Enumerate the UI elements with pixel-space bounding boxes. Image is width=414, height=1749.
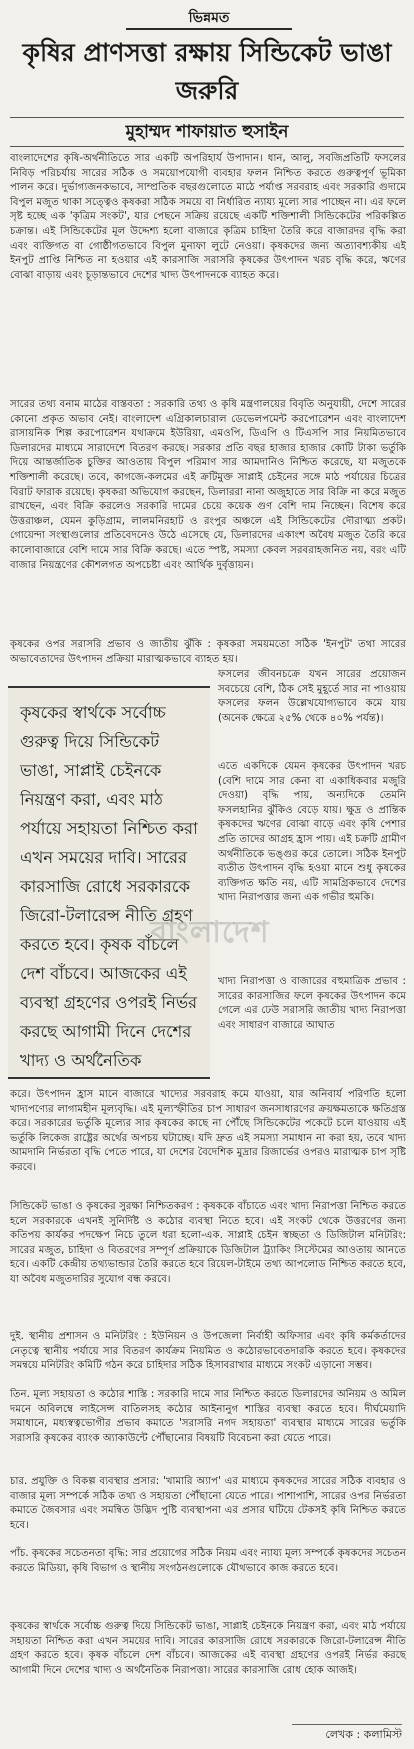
- solution-five: পাঁচ. কৃষকের সচেতনতা বৃদ্ধি: সার প্রয়োগের সঠিক নিয়ম এবং ন্যায্য মূল্য সম্পর্কে কৃষকদের সচেতন করতে মিডিয়া, কৃষি বিভাগ ও স্থানীয় সংগঠনগুলোকে যৌথভাবে কাজ করতে হবে।: [10, 1548, 406, 1574]
- impact-heading-paragraph: কৃষকের ওপর সরাসরি প্রভাব ও জাতীয় ঝুঁকি : কৃষকরা সময়মতো সঠিক 'ইনপুট' তথা সারের অভাবেতাদের উৎপাদন প্রক্রিয়া মারাত্মকভাবে ব্যাহত হয়।: [10, 639, 406, 665]
- right-column-yield: ফসলের জীবনচক্রে যখন সারের প্রয়োজন সবচেয়ে বেশি, ঠিক সেই মুহূর্তে সার না পাওয়ায় ফসলের ফলন উল্লেখযোগ্যভাবে কমে যায় (অনেক ক্ষেত্রে ২৫% থেকে ৪০% পর্যন্ত)।: [218, 669, 406, 724]
- solution-four: চার. প্রযুক্তি ও বিকল্প ব্যবস্থার প্রসার: 'খামারি অ্যাপ' এর মাধ্যমে কৃষকদের সারের সঠিক ব্যবহার ও বাজার মূল্য সম্পর্কে সঠিক তথ্য ও সহায়তা পৌঁছানো যেতে পারে। পাশাপাশি, সারের ওপর নির্ভরতা কমাতে জৈবসার এবং সমন্বিত উদ্ভিদ পুষ্টি ব্যবস্থাপনা এর প্রসার ঘটিয়ে টেকসই কৃষি নিশ্চিত করতে হবে।: [10, 1476, 406, 1531]
- writer-credit: লেখক : কলামিস্ট: [292, 1724, 402, 1743]
- conclusion-paragraph: কৃষকের স্বার্থকে সর্বোচ্চ গুরুত্ব দিয়ে সিন্ডিকেট ভাঙা, সাপ্লাই চেইনকে নিয়ন্ত্রণ করা, এবং মাঠ পর্যায়ে সহায়তা নিশ্চিত করা এখন সময়ের দাবি। সারের কারসাজি রোধে সরকারকে জিরো-টলারেন্স নীতি গ্রহণ করতে হবে। কৃষক বাঁচলে দেশ বাঁচবে। আজকের এই ব্যবস্থা গ্রহণের ওপরই নির্ভর করছে আগামী দিনে দেশের খাদ্য ও অর্থনৈতিক নিরাপত্তা। সারের কারসাজি রোধ হোক আজই।: [10, 1621, 406, 1676]
- intro-paragraph: বাংলাদেশের কৃষি-অর্থনীতিতে সার একটি অপরিহার্য উপাদান। ধান, আলু, সবজিপ্রতিটি ফসলের নিবিড় পরিচর্যায় সারের সঠিক ও সময়োপযোগী ব্যবহার ফলন নিশ্চিত করতে গুরুত্বপূর্ণ ভূমিকা পালন করে। দুর্ভাগ্যজনকভাবে, সাম্প্রতিক বছরগুলোতে মাঠে পর্যাপ্ত সরবরাহ এবং সরকারি গুদামে বিপুল মজুত থাকা সত্ত্বেও কৃষকরা সঠিক সময়ে বা নির্ধারিত ন্যায্য মূল্যে সার পাচ্ছেন না। এর ফলে সৃষ্ট হচ্ছে এক 'কৃত্রিম সংকট', যার পেছনে সক্রিয় রয়েছে একটি শক্তিশালী সিন্ডিকেটের পরিকল্পিত চক্রান্ত। এই সিন্ডিকেটের মূল উদ্দেশ্য হলো বাজারে কৃত্রিম চাহিদা তৈরি করে বাজারদর বৃদ্ধি করা এবং ব্যক্তিগত বা গোষ্ঠীগতভাবে বিপুল মুনাফা লুটে নেওয়া। কৃষকদের জন্য অত্যাবশ্যকীয় এই ইনপুট প্রাপ্তি নিশ্চিত না হওয়ার এই কারসাজি সরাসরি কৃষকের উৎপাদন খরচ বৃদ্ধি করে, ঋণের বোঝা বাড়ায় এবং চূড়ান্তভাবে দেশের খাদ্য উৎপাদনকে ব্যাহত করে।: [10, 153, 406, 281]
- solutions-paragraph: সিন্ডিকেট ভাঙা ও কৃষকের সুরক্ষা নিশ্চিতকরণ : কৃষককে বাঁচাতে এবং খাদ্য নিরাপত্তা নিশ্চিত করতে হলে সরকারকে এখনই সুনির্দিষ্ট ও কঠোর ব্যবস্থা নিতে হবে। এই সংকট থেকে উত্তরণের জন্য কতিপয় কার্যকর পদক্ষেপ নিচে তুলে ধরা হলো-এক. সাপ্লাই চেইন স্বচ্ছতা ও ডিজিটাল মনিটরিং: সারের মজুত, চাহিদা ও বিতরণের সম্পূর্ণ প্রক্রিয়াকে ডিজিটাল ট্র্যাকিং সিস্টেমের আওতায় আনতে হবে। একটি কেন্দ্রীয় তথ্যভান্ডার তৈরি করতে হবে রিয়েল-টাইমে তথ্য আপলোড নিশ্চিত করতে হবে, যা অবৈধ মজুতদারির সুযোগ বন্ধ করবে।: [10, 1201, 406, 1285]
- right-column-cost: এতে একদিকে যেমন কৃষকের উৎপাদন খরচ (বেশি দামে সার কেনা বা একাধিকবার মজুরি দেওয়া) বৃদ্ধি পায়, অন্যদিকে তেমনি ফসলহানির ঝুঁকিও বেড়ে যায়। ক্ষুদ্র ও প্রান্তিক কৃষকদের ঋণের বোঝা বাড়ে এবং কৃষি পেশার প্রতি তাদের আগ্রহ হ্রাস পায়। এই চক্রটি গ্রামীণ অর্থনীতিকে ভঙ্গুর করে তোলে। সঠিক ইনপুট ব্যতীত উৎপাদন বৃদ্ধি হওয়া মানে শুধু কৃষকের ব্যক্তিগত ক্ষতি নয়, এটি সামগ্রিকভাবে দেশের খাদ্য নিরাপত্তার জন্য এক গভীর হুমকি।: [218, 761, 406, 904]
- author-byline: মুহাম্মদ শাফায়াত হুসাইন: [10, 117, 404, 147]
- reality-paragraph: সারের তথ্য বনাম মাঠের বাস্তবতা : সরকারি তথ্য ও কৃষি মন্ত্রণালয়ের বিবৃতি অনুযায়ী, দেশে সারের কোনো প্রকৃত অভাব নেই। বাংলাদেশ এগ্রিকালচারাল ডেভেলপমেন্ট করপোরেশন এবং বাংলাদেশ রাসায়নিক শিল্প করপোরেশন যথাক্রমে ইউরিয়া, এমওপি, ডিএপি ও টিএসপি সার নিয়মিতভাবে ডিলারদের মাধ্যমে সারাদেশে বিতরণ করছে। সরকার প্রতি বছর হাজার হাজার কোটি টাকা ভর্তুকি দিয়ে আন্তর্জাতিক চুক্তির আওতায় বিপুল পরিমাণ সার আমদানিও নিশ্চিত করেছে, যা মজুতকে শক্তিশালী করেছে। তবে, কাগজে-কলমের এই ক্রটিমুক্ত সাপ্লাই চেইনের সঙ্গে মাঠ পর্যায়ের চিত্রের বিরাট ফারাক রয়েছে। কৃষকরা অভিযোগ করছেন, ডিলাররা নানা অজুহাতে সার বিক্রি না করে মজুত রাখছেন, এবং বিক্রি করলেও সরকারি দামের চেয়ে কয়েক গুণ বেশি দাম নিচ্ছেন। বিশেষ করে উত্তরাঞ্চল, যেমন কুড়িগ্রাম, লালমনিরহাট ও রংপুর অঞ্চলে এই সিন্ডিকেটের দৌরাত্ম্য প্রকট। গোয়েন্দা সংস্থাগুলোর প্রতিবেদনেও উঠে এসেছে যে, ডিলারদের একাংশ অবৈধ মজুত তৈরি করে কালোবাজারে বেশি দামে সার বিক্রি করছে। এতে স্পষ্ট, সমস্যা কেবল সরবরাহজনিত নয়, বরং এটি বাজার নিয়ন্ত্রণের কৌশলগত অপচেষ্টা এবং আর্থিক দুর্বৃত্তায়ন।: [10, 399, 406, 571]
- pull-quote: কৃষকের স্বার্থকে সর্বোচ্চ গুরুত্ব দিয়ে সিন্ডিকেট ভাঙা, সাপ্লাই চেইনকে নিয়ন্ত্রণ করা, এবং মাঠ পর্যায়ে সহায়তা নিশ্চিত করা এখন সময়ের দাবি। সারের কারসাজি রোধে সরকারকে জিরো-টলারেন্স নীতি গ্রহণ করতে হবে। কৃষক বাঁচলে দেশ বাঁচবে। আজকের এই ব্যবস্থা গ্রহণের ওপরই নির্ভর করছে আগামী দিনে দেশের খাদ্য ও অর্থনৈতিক: [8, 686, 210, 1079]
- section-tag: ভিন্নমত: [126, 8, 292, 30]
- solution-two: দুই. স্থানীয় প্রশাসন ও মনিটরিং : ইউনিয়ন ও উপজেলা নির্বাহী অফিসার এবং কৃষি কর্মকর্তাদের নেতৃত্বে স্থানীয় পর্যায়ে সার বিতরণ কার্যক্রম নিয়মিত ও কঠোরভাবেতদারকি করতে হবে। কৃষকদের সমন্বয়ে মনিটরিং কমিটি গঠন করে চাহিদার সঠিক হিসাবরাখার মাধ্যমে সংকট এড়ানো সম্ভব।: [10, 1331, 406, 1372]
- solution-three: তিন. মূল্য সহায়তা ও কঠোর শাস্তি : সরকারি দামে সার নিশ্চিত করতে ডিলারদের অনিয়ম ও অমিল দমনে অবিলম্বে লাইসেন্স বাতিলসহ কঠোর আইনানুগ শাস্তির ব্যবস্থা করতে হবে। দীর্ঘমেয়াদি সমাধানে, মধ্যস্বত্বভোগীর প্রভাব কমাতে 'সরাসরি নগদ সহায়তা' ব্যবস্থার মাধ্যমে সারের ভর্তুকি সরাসরি কৃষকের ব্যাংক অ্যাকাউন্টে পৌঁছানোর বিষয়টি বিবেচনা করা যেতে পারে।: [10, 1389, 406, 1444]
- headline: কৃষির প্রাণসত্তা রক্ষায় সিন্ডিকেট ভাঙা জরুরি: [22, 38, 392, 105]
- right-column-food-security: খাদ্য নিরাপত্তা ও বাজারের বহুমাত্রিক প্রভাব : সারের কারসাজির ফলে কৃষকের উৎপাদন কমে গেলে এর ঢেউ সরাসরি জাতীয় খাদ্য নিরাপত্তা এবং সাধারণ বাজারে আঘাত: [218, 976, 406, 1031]
- watermark: বাংলাদেশ: [150, 915, 270, 950]
- market-paragraph: করে। উৎপাদন হ্রাস মানে বাজারে খাদ্যের সরবরাহ কমে যাওয়া, যার অনিবার্য পরিণতি হলো খাদ্যপণ্যের লাগামহীন মূল্যবৃদ্ধি। এই মূল্যস্ফীতির চাপ সাধারণ জনসাধারণের ক্রয়ক্ষমতাকে ক্ষতিগ্রস্ত করে। সরকারের ভর্তুকি মূল্যের সার কৃষকের কাছে না পৌঁছে সিন্ডিকেটের পকেটে চলে যাওয়ায় এই ভর্তুকি লিকেজ রাষ্ট্রের অর্থের অপচয় ঘটাচ্ছে। যদি দ্রুত এই সমস্যা সমাধান না করা হয়, তবে খাদ্য আমদানি নির্ভরতা বৃদ্ধি পেতে পারে, যা দেশের বৈদেশিক মুদ্রার রিজার্ভের ওপরও মারাত্মক চাপ সৃষ্টি করবে।: [10, 1089, 406, 1173]
